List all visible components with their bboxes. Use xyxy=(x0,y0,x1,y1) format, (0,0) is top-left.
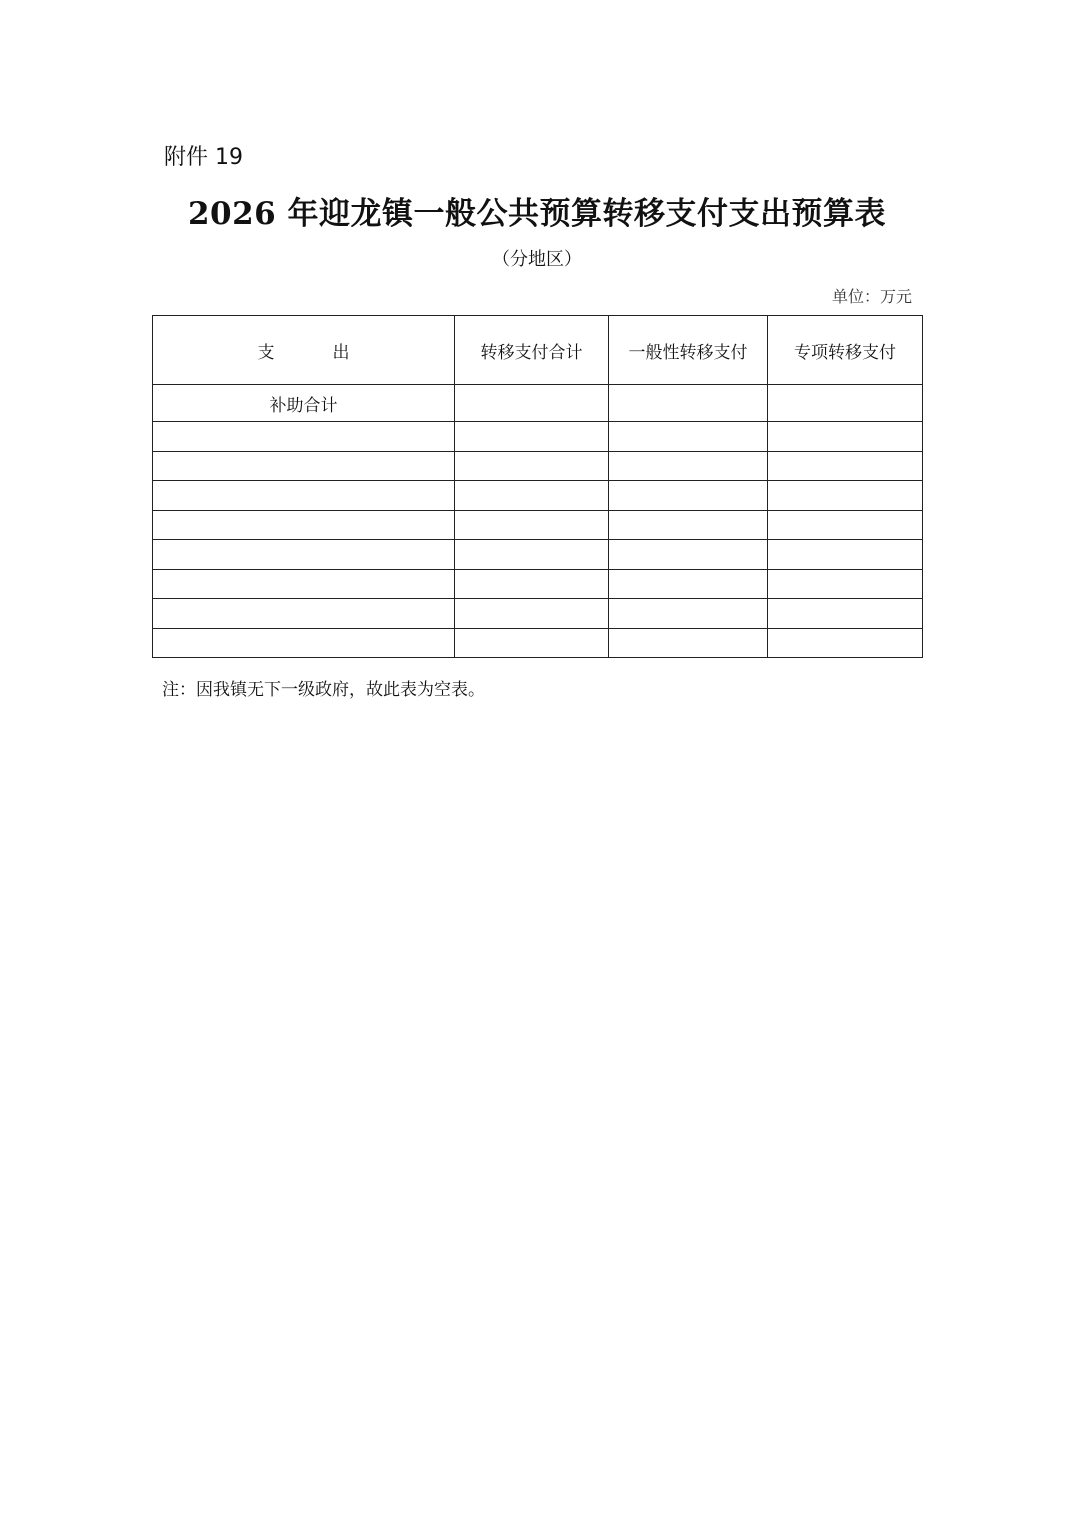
total-row-general-transfer xyxy=(609,385,768,422)
table-cell xyxy=(609,510,768,540)
document-subtitle: （分地区） xyxy=(492,249,582,270)
table-cell xyxy=(455,481,609,511)
table-row xyxy=(153,422,923,452)
table-cell xyxy=(455,540,609,570)
table-cell xyxy=(455,422,609,452)
table-cell xyxy=(609,422,768,452)
table-cell xyxy=(768,540,923,570)
table-cell xyxy=(153,569,455,599)
table-cell xyxy=(153,481,455,511)
table-cell xyxy=(455,451,609,481)
table-cell xyxy=(768,599,923,629)
table-row xyxy=(153,599,923,629)
column-header-general-transfer: 一般性转移支付 xyxy=(609,316,768,385)
table-cell xyxy=(609,628,768,658)
table-cell xyxy=(609,569,768,599)
total-row-label: 补助合计 xyxy=(153,385,455,422)
table-cell xyxy=(153,510,455,540)
total-row-special-transfer xyxy=(768,385,923,422)
table-note: 注：因我镇无下一级政府，故此表为空表。 xyxy=(162,680,485,700)
column-header-special-transfer: 专项转移支付 xyxy=(768,316,923,385)
table-cell xyxy=(609,540,768,570)
table-cell xyxy=(455,569,609,599)
column-header-expenditure xyxy=(153,316,455,385)
column-header-expenditure-label: 支出 xyxy=(257,342,408,363)
table-cell xyxy=(768,628,923,658)
table-row xyxy=(153,510,923,540)
table-cell xyxy=(609,481,768,511)
table-cell xyxy=(455,599,609,629)
attachment-label: 附件 19 xyxy=(164,145,243,170)
table-cell xyxy=(153,599,455,629)
table-cell xyxy=(768,422,923,452)
table-cell xyxy=(609,599,768,629)
total-row-transfer-total xyxy=(455,385,609,422)
table-header-row xyxy=(153,316,923,385)
table-cell xyxy=(768,569,923,599)
table-cell xyxy=(153,540,455,570)
table-cell xyxy=(455,510,609,540)
table-cell xyxy=(768,481,923,511)
table-row xyxy=(153,628,923,658)
column-header-transfer-total: 转移支付合计 xyxy=(455,316,609,385)
table-row xyxy=(153,451,923,481)
table-cell xyxy=(153,422,455,452)
table-cell xyxy=(455,628,609,658)
table-row xyxy=(153,540,923,570)
budget-table xyxy=(152,315,923,658)
table-cell xyxy=(153,451,455,481)
table-row xyxy=(153,569,923,599)
table-cell xyxy=(768,451,923,481)
unit-label: 单位：万元 xyxy=(831,287,912,306)
table-row xyxy=(153,481,923,511)
table-cell xyxy=(153,628,455,658)
table-cell xyxy=(768,510,923,540)
document-title: 2026 年迎龙镇一般公共预算转移支付支出预算表 xyxy=(187,196,887,232)
table-row-total xyxy=(153,385,923,422)
table-cell xyxy=(609,451,768,481)
